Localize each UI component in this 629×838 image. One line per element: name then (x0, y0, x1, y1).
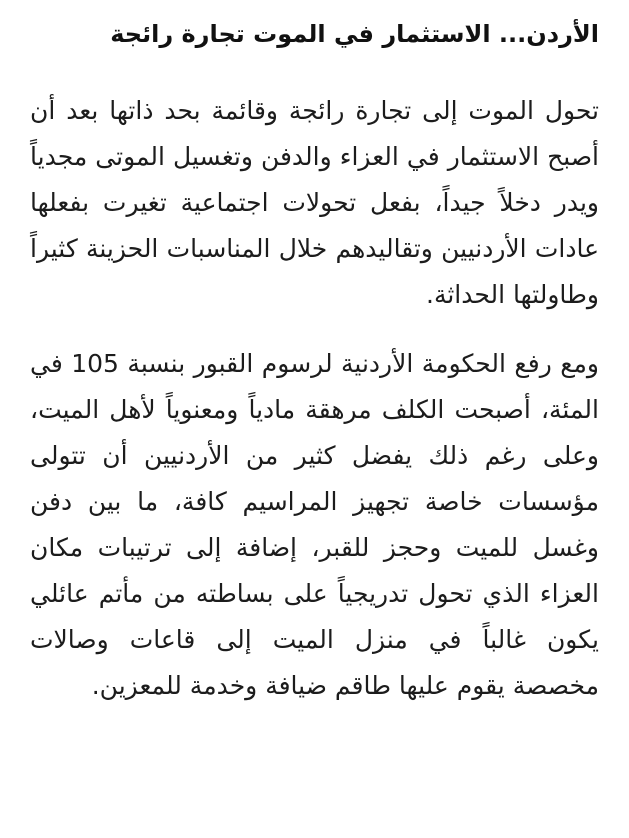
article-paragraph-1: تحول الموت إلى تجارة رائجة وقائمة بحد ذاتها بعد أن أصبح الاستثمار في العزاء والدفن وتغسيل الموتى مجدياً ويدر دخلاً جيداً، بفعل تحولات اجتماعية تغيرت بفعلها عادات الأردنيين وتقاليدهم خلال المناسبات الحزينة كثيراً وطاولتها الحداثة. (30, 96, 599, 310)
article-paragraph-2: ومع رفع الحكومة الأردنية لرسوم القبور بنسبة 105 في المئة، أصبحت الكلف مرهقة مادياً ومعنوياً لأهل الميت، وعلى رغم ذلك يفضل كثير من الأردنيين أن تتولى مؤسسات خاصة تجهيز المراسيم كافة، ما بين دفن وغسل للميت وحجز للقبر، إضافة إلى ترتيبات مكان العزاء الذي تحول تدريجياً على بساطته من مأتم عائلي يكون غالباً في منزل الميت إلى قاعات وصالات مخصصة يقوم عليها طاقم ضيافة وخدمة للمعزين. (30, 349, 599, 701)
article-headline: الأردن... الاستثمار في الموت تجارة رائجة (110, 20, 599, 48)
news-article (30, 18, 599, 709)
